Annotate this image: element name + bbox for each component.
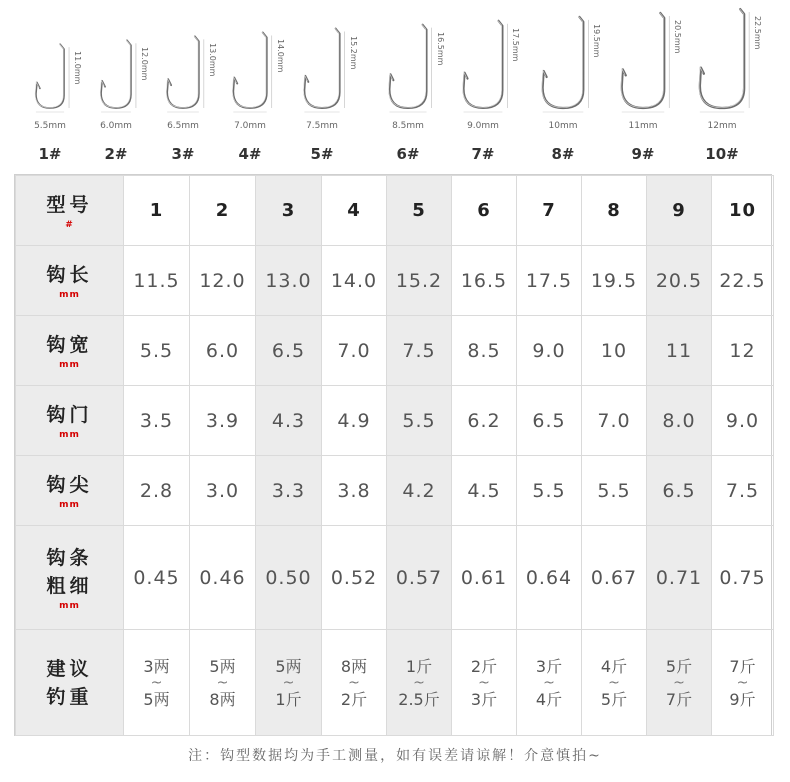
model-number-cell: 6 (452, 176, 517, 246)
hook-size-label: 3# (171, 145, 195, 163)
row-label-text: 粗细 (46, 574, 93, 597)
hook-length-label: 11.0mm (73, 51, 83, 85)
weight-cell (712, 630, 774, 736)
hook-size-label: 8# (551, 145, 575, 163)
row-label-text: 钩尖 (46, 473, 93, 496)
disclaimer-note: 注：钩型数据均为手工测量，如有误差请谅解！介意慎拍~ (188, 748, 602, 764)
row-label-text: 钩门 (46, 403, 93, 426)
model-number-cell: 10 (712, 176, 774, 246)
table-cell: 0.45 (124, 526, 190, 630)
hook-length-label: 12.0mm (139, 47, 149, 81)
weight-to: 4斤 (535, 689, 563, 709)
hook-width-label: 11mm (628, 121, 658, 131)
row-label-text: 钩宽 (46, 333, 93, 356)
table-cell: 4.5 (452, 456, 517, 526)
table-cell: 0.71 (647, 526, 712, 630)
weight-cell (322, 630, 387, 736)
table-row-length (16, 246, 774, 316)
table-cell: 22.5 (712, 246, 774, 316)
hook-width-label: 7.5mm (306, 121, 338, 131)
weight-separator: ~ (543, 674, 555, 691)
table-cell: 5.5 (517, 456, 582, 526)
hook-length-label: 14.0mm (275, 39, 285, 73)
model-number-cell: 1 (124, 176, 190, 246)
hook-size-label: 10# (705, 145, 739, 163)
table-cell: 3.0 (190, 456, 256, 526)
table-cell: 4.2 (387, 456, 452, 526)
model-number-cell: 5 (387, 176, 452, 246)
hook-10 (0, 0, 790, 170)
hook-size-label: 5# (310, 145, 334, 163)
weight-cell (387, 630, 452, 736)
table-cell: 0.75 (712, 526, 774, 630)
weight-to: 2.5斤 (398, 689, 440, 709)
weight-to: 9斤 (729, 689, 756, 709)
hook-width-label: 6.5mm (167, 121, 199, 131)
table-cell: 13.0 (256, 246, 322, 316)
row-label (16, 246, 124, 316)
table-cell: 7.0 (582, 386, 647, 456)
model-number-cell: 3 (256, 176, 322, 246)
hook-width-label: 5.5mm (34, 121, 66, 131)
model-number-cell: 4 (322, 176, 387, 246)
hook-size-label: 7# (471, 145, 495, 163)
table-cell: 12 (712, 316, 774, 386)
table-row-weight (16, 630, 774, 736)
table-row-wire (16, 526, 774, 630)
weight-separator: ~ (150, 674, 163, 691)
table-cell: 0.67 (582, 526, 647, 630)
table-cell: 7.5 (387, 316, 452, 386)
weight-separator: ~ (478, 674, 490, 691)
hook-length-label: 20.5mm (673, 19, 683, 54)
row-label (16, 456, 124, 526)
table-row-gap (16, 386, 774, 456)
table-cell: 3.8 (322, 456, 387, 526)
table-cell: 0.50 (256, 526, 322, 630)
row-label-text: 建议 (46, 657, 93, 680)
table-cell: 0.64 (517, 526, 582, 630)
hook-width-label: 10mm (548, 121, 578, 131)
weight-cell (124, 630, 190, 736)
weight-to: 1斤 (275, 689, 302, 709)
table-cell: 5.5 (582, 456, 647, 526)
weight-to: 5两 (143, 689, 170, 709)
table-cell: 6.2 (452, 386, 517, 456)
hook-illustrations (0, 0, 790, 170)
table-cell: 9.0 (712, 386, 774, 456)
table-cell: 11.5 (124, 246, 190, 316)
table-cell: 3.5 (124, 386, 190, 456)
weight-cell (582, 630, 647, 736)
row-unit: mm (59, 289, 80, 300)
spec-table (14, 174, 772, 736)
hook-size-label: 2# (104, 145, 128, 163)
hook-size-label: 1# (38, 145, 62, 163)
hook-length-label: 13.0mm (207, 43, 217, 77)
table-cell: 0.57 (387, 526, 452, 630)
row-label-text: 型号 (46, 193, 93, 216)
row-label (16, 316, 124, 386)
hook-width-label: 9.0mm (467, 121, 499, 131)
weight-to: 3斤 (470, 689, 498, 709)
table-cell: 10 (582, 316, 647, 386)
weight-separator: ~ (736, 674, 749, 691)
table-cell: 9.0 (517, 316, 582, 386)
weight-from: 5斤 (665, 656, 693, 676)
spec-table-grid (15, 175, 774, 736)
weight-from: 3斤 (535, 656, 563, 676)
table-cell: 8.0 (647, 386, 712, 456)
row-unit: mm (59, 429, 80, 440)
row-unit: mm (59, 359, 80, 370)
weight-separator: ~ (413, 674, 425, 691)
weight-from: 4斤 (600, 656, 628, 676)
table-header-row (16, 176, 774, 246)
row-unit: mm (59, 499, 80, 510)
hook-length-label: 15.2mm (348, 35, 358, 69)
hook-size-label: 6# (396, 145, 420, 163)
hook-length-label: 16.5mm (435, 31, 445, 66)
weight-from: 5两 (275, 656, 302, 676)
hook-size-label: 9# (631, 145, 655, 163)
row-unit: mm (59, 600, 80, 611)
table-cell: 20.5 (647, 246, 712, 316)
weight-to: 7斤 (665, 689, 693, 709)
hook-width-label: 12mm (707, 121, 737, 131)
table-cell: 7.0 (322, 316, 387, 386)
row-label (16, 526, 124, 630)
table-cell: 16.5 (452, 246, 517, 316)
table-cell: 4.3 (256, 386, 322, 456)
table-cell: 6.5 (647, 456, 712, 526)
model-number-cell: 2 (190, 176, 256, 246)
fishhook-icon (0, 0, 790, 170)
row-label-text: 钩条 (46, 546, 93, 569)
row-label (16, 176, 124, 246)
weight-cell (452, 630, 517, 736)
table-cell: 12.0 (190, 246, 256, 316)
model-number-cell: 9 (647, 176, 712, 246)
row-label (16, 630, 124, 736)
table-cell: 0.46 (190, 526, 256, 630)
hook-width-label: 6.0mm (100, 121, 132, 131)
table-cell: 15.2 (387, 246, 452, 316)
table-cell: 3.9 (190, 386, 256, 456)
row-label (16, 386, 124, 456)
model-number-cell: 7 (517, 176, 582, 246)
hook-width-label: 8.5mm (392, 121, 424, 131)
table-cell: 6.0 (190, 316, 256, 386)
table-cell: 19.5 (582, 246, 647, 316)
weight-separator: ~ (282, 674, 295, 691)
weight-to: 8两 (209, 689, 236, 709)
hook-size-label: 4# (238, 145, 262, 163)
weight-separator: ~ (673, 674, 685, 691)
weight-separator: ~ (216, 674, 229, 691)
hook-length-label: 22.5mm (753, 16, 763, 50)
weight-from: 7斤 (729, 656, 756, 676)
table-cell: 6.5 (256, 316, 322, 386)
weight-separator: ~ (348, 674, 360, 691)
table-cell: 0.52 (322, 526, 387, 630)
row-label-text: 钩长 (46, 263, 93, 286)
table-cell: 14.0 (322, 246, 387, 316)
weight-from: 1斤 (405, 656, 433, 676)
weight-separator: ~ (608, 674, 620, 691)
table-cell: 6.5 (517, 386, 582, 456)
table-cell: 8.5 (452, 316, 517, 386)
table-cell: 7.5 (712, 456, 774, 526)
weight-to: 5斤 (600, 689, 628, 709)
model-number-cell: 8 (582, 176, 647, 246)
weight-cell (647, 630, 712, 736)
hook-length-label: 19.5mm (592, 23, 602, 58)
weight-from: 8两 (340, 656, 368, 676)
weight-cell (190, 630, 256, 736)
table-row-point (16, 456, 774, 526)
weight-cell (517, 630, 582, 736)
table-cell: 2.8 (124, 456, 190, 526)
weight-from: 3两 (143, 656, 170, 676)
hook-width-label: 7.0mm (234, 121, 266, 131)
table-cell: 3.3 (256, 456, 322, 526)
table-cell: 0.61 (452, 526, 517, 630)
weight-from: 5两 (209, 656, 236, 676)
table-cell: 5.5 (124, 316, 190, 386)
row-unit: # (65, 219, 74, 230)
weight-from: 2斤 (470, 656, 498, 676)
hook-length-label: 17.5mm (511, 27, 521, 62)
table-cell: 5.5 (387, 386, 452, 456)
table-cell: 4.9 (322, 386, 387, 456)
row-label-text: 钓重 (46, 685, 93, 708)
table-row-width (16, 316, 774, 386)
weight-to: 2斤 (340, 689, 368, 709)
table-cell: 17.5 (517, 246, 582, 316)
table-cell: 11 (647, 316, 712, 386)
weight-cell (256, 630, 322, 736)
